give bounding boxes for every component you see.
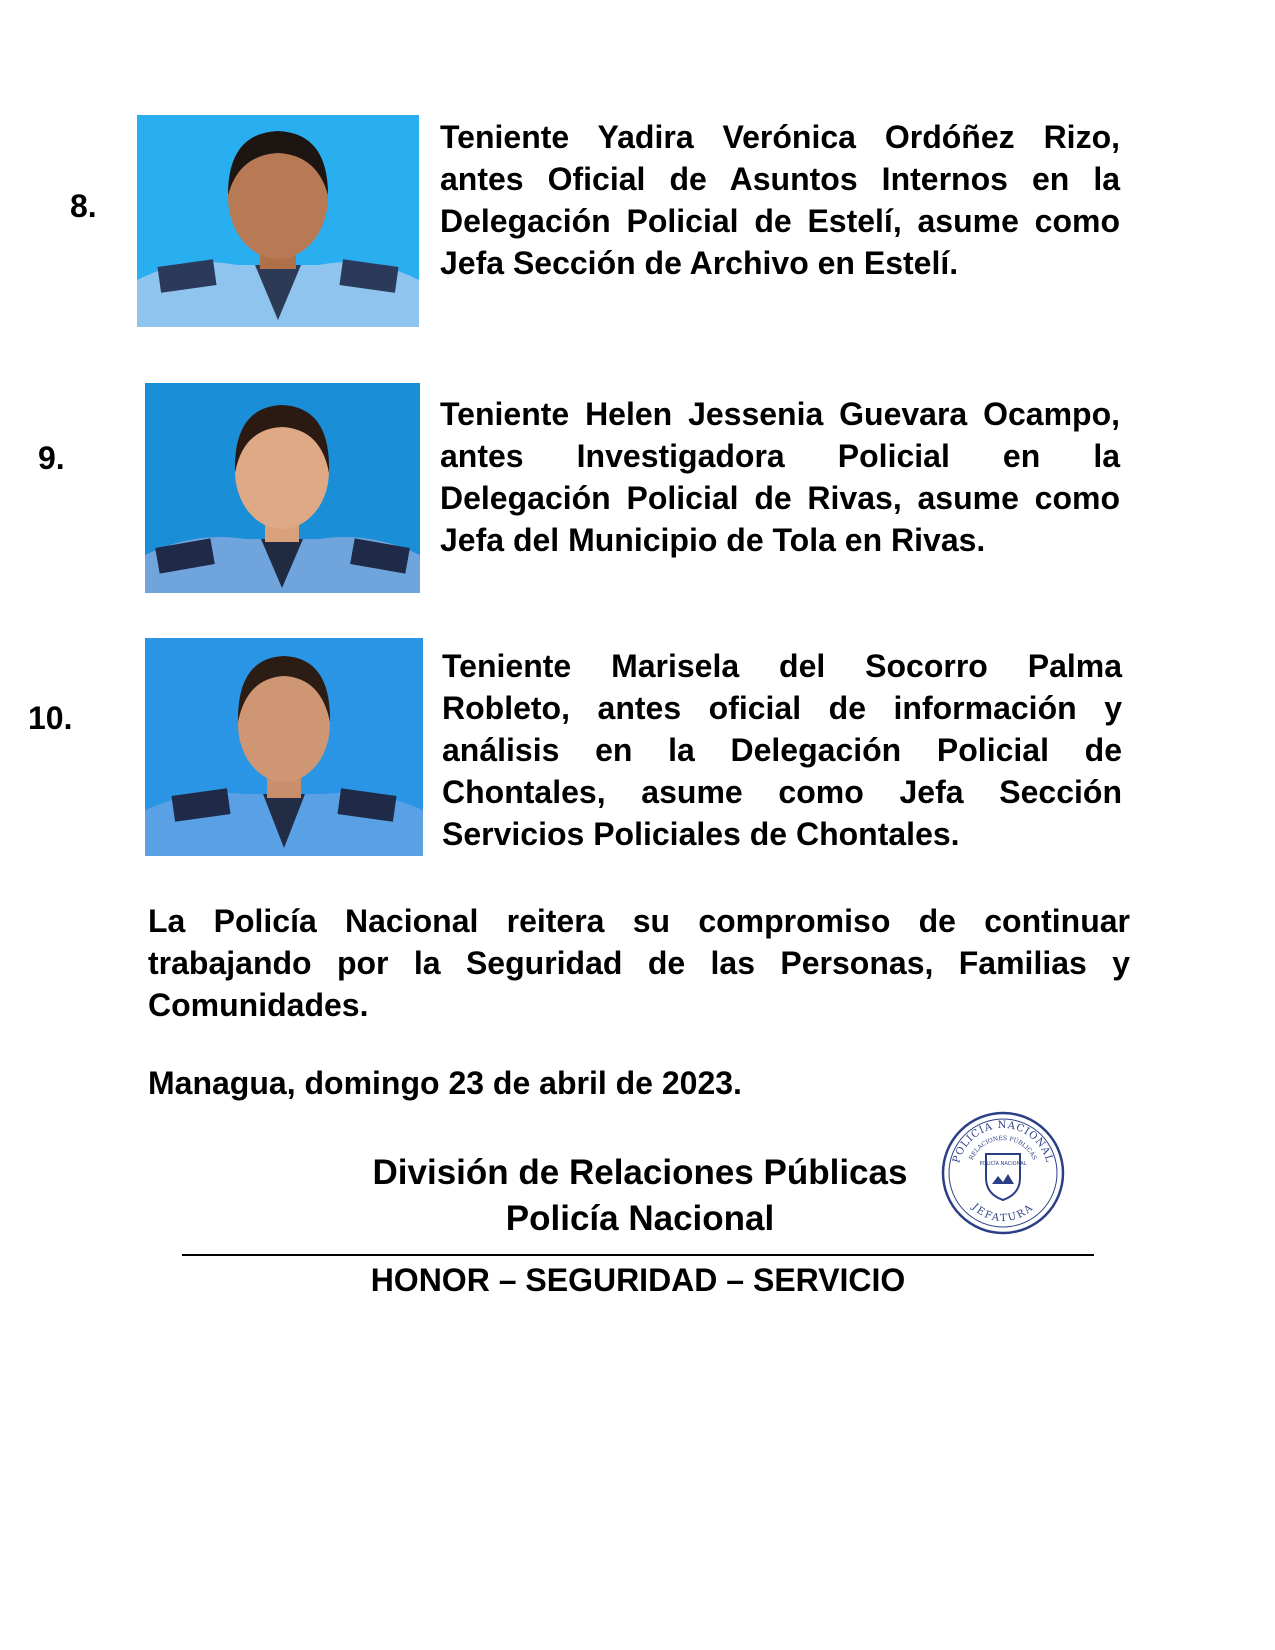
- signature-institution: Policía Nacional: [505, 1199, 775, 1238]
- entry-number: 10.: [28, 700, 73, 736]
- signature-block: [300, 1150, 980, 1242]
- entry-text: Teniente Marisela del Socorro Palma Robleto, antes oficial de información y análisis en la Delegación Policial de Chontales, asume como Jefa Sección Servicios Policiales de Chontales.: [442, 648, 1122, 852]
- entry-text: Teniente Yadira Verónica Ordóñez Rizo, antes Oficial de Asuntos Internos en la Delegación Policial de Estelí, asume como Jefa Sección de Archivo en Estelí.: [440, 119, 1120, 281]
- entry-number: 9.: [38, 440, 65, 476]
- officer-photo: [145, 383, 420, 593]
- footer-rule: [182, 1254, 1094, 1256]
- entry-text: Teniente Helen Jessenia Guevara Ocampo, antes Investigadora Policial en la Delegación Policial de Rivas, asume como Jefa del Municipio de Tola en Rivas.: [440, 396, 1120, 558]
- seal-badge-text: POLICÍA NACIONAL: [979, 1161, 1027, 1167]
- seal-bottom-text: JEFATURA: [969, 1201, 1037, 1225]
- officer-photo: [145, 638, 423, 856]
- seal-outer-text: POLICÍA NACIONAL: [951, 1119, 1055, 1165]
- motto: HONOR – SEGURIDAD – SERVICIO: [370, 1262, 906, 1298]
- seal-inner-text: RELACIONES PÚBLICAS: [967, 1134, 1039, 1162]
- svg-text:JEFATURA: [969, 1201, 1037, 1224]
- closing-statement: La Policía Nacional reitera su compromiso de continuar trabajando por la Seguridad de las Personas, Familias y Comunidades.: [148, 903, 1130, 1023]
- entry-number: 8.: [70, 188, 97, 224]
- official-seal-stamp: [938, 1108, 1068, 1238]
- signature-division: División de Relaciones Públicas: [372, 1153, 908, 1192]
- place-date: Managua, domingo 23 de abril de 2023.: [148, 1065, 742, 1101]
- officer-photo: [137, 115, 419, 327]
